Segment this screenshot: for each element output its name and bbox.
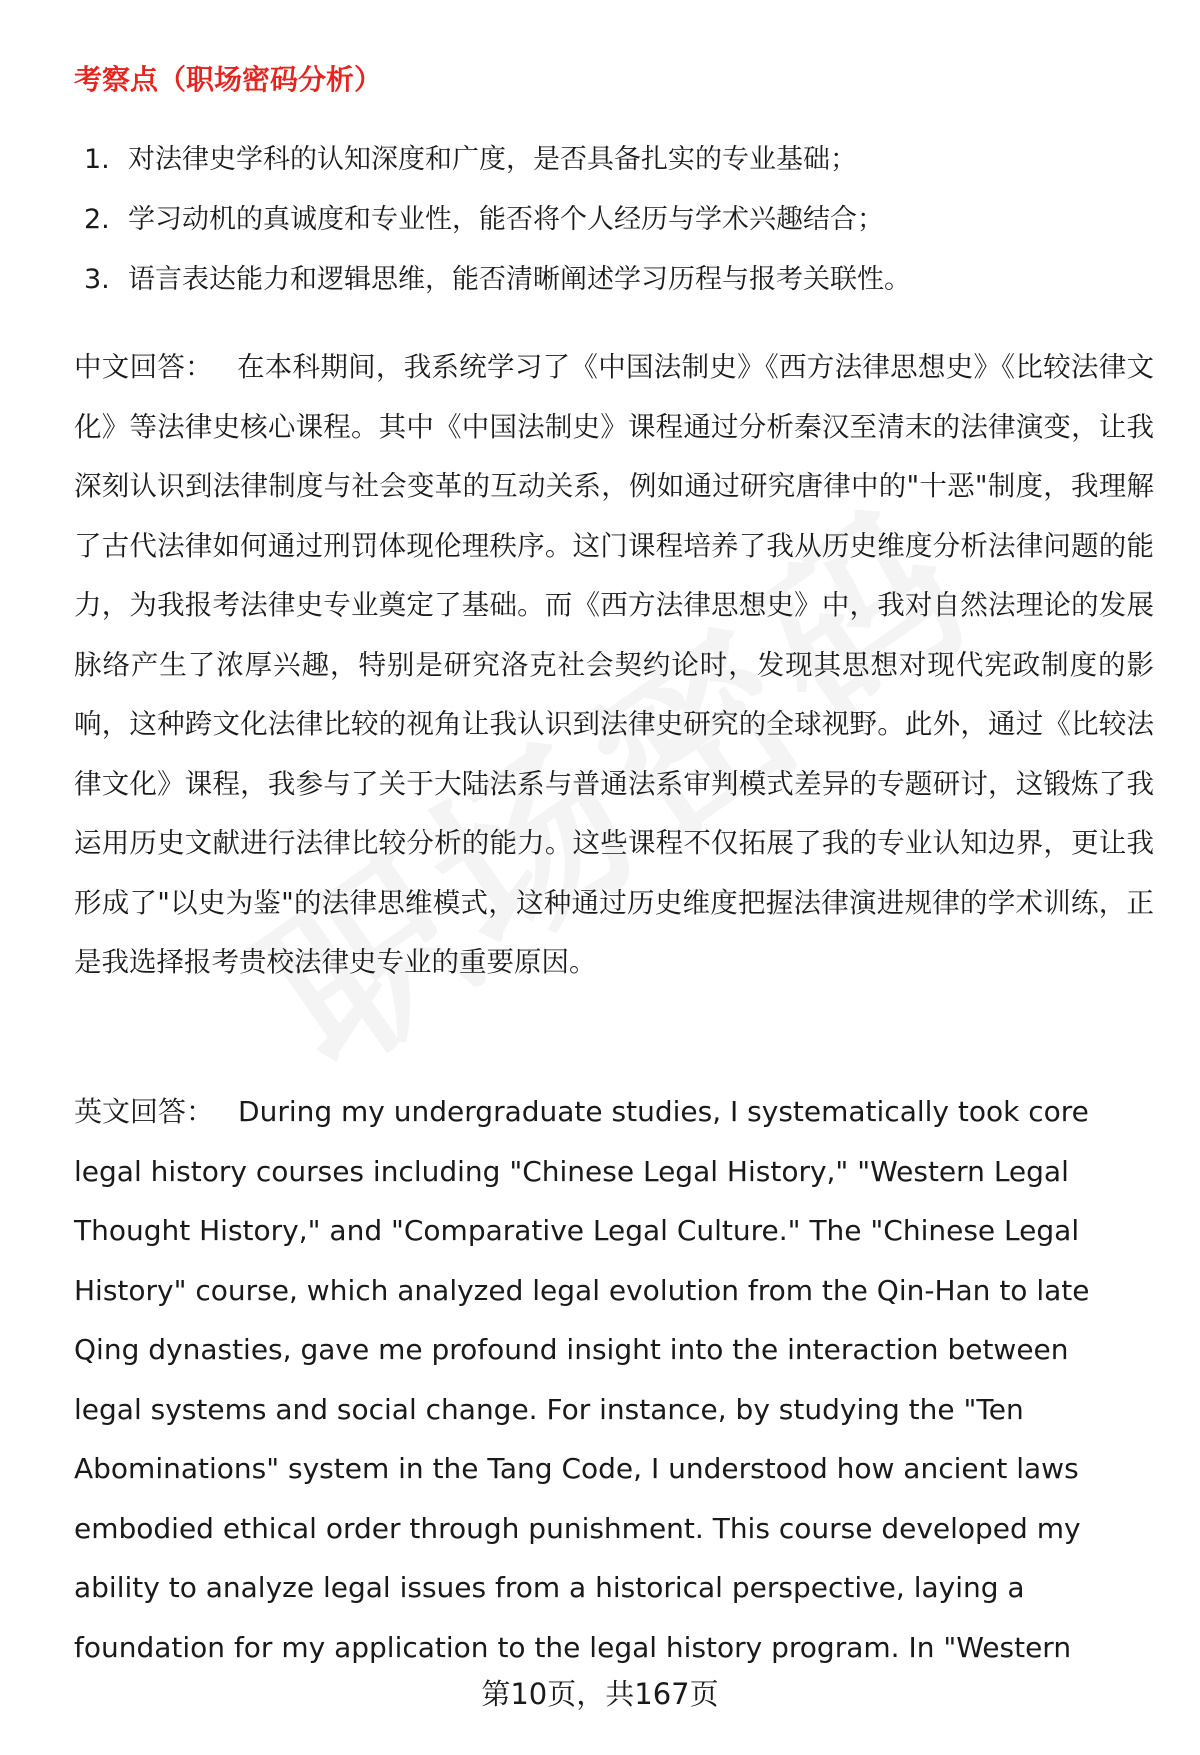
list-item xyxy=(84,130,1144,190)
chinese-answer-label: 中文回答： xyxy=(74,351,213,383)
evaluation-points-list xyxy=(84,130,1144,310)
list-item-number: 3. xyxy=(84,264,110,295)
list-item-text: 学习动机的真诚度和专业性，能否将个人经历与学术兴趣结合； xyxy=(128,204,884,235)
section-title: 考察点（职场密码分析） xyxy=(74,63,383,96)
english-answer-label: 英文回答： xyxy=(74,1095,215,1128)
chinese-answer-text: 在本科期间，我系统学习了《中国法制史》《西方法律思想史》《比较法律文化》等法律史核心课程。其中《中国法制史》课程通过分析秦汉至清末的法律演变，让我深刻认识到法律制度与社会变革的互动关系，例如通过研究唐律中的"十恶"制度，我理解了古代法律如何通过刑罚体现伦理秩序。这门课程培养了我从历史维度分析法律问题的能力，为我报考法律史专业奠定了基础。而《西方法律思想史》中，我对自然法理论的发展脉络产生了浓厚兴趣，特别是研究洛克社会契约论时，发现其思想对现代宪政制度的影响，这种跨文化法律比较的视角让我认识到法律史研究的全球视野。此外，通过《比较法律文化》课程，我参与了关于大陆法系与普通法系审判模式差异的专题研讨，这锻炼了我运用历史文献进行法律比较分析的能力。这些课程不仅拓展了我的专业认知边界，更让我形成了"以史为鉴"的法律思维模式，这种通过历史维度把握法律演进规律的学术训练，正是我选择报考贵校法律史专业的重要原因。 xyxy=(74,351,1155,978)
english-answer-paragraph xyxy=(74,1082,1134,1677)
list-item-text: 对法律史学科的认知深度和广度，是否具备扎实的专业基础； xyxy=(128,144,857,175)
list-item-number: 2. xyxy=(84,204,110,235)
english-answer-text: During my undergraduate studies, I systematically took core legal history courses including "Chinese Legal History," "Western Legal Thought History," and "Comparative Legal Culture." The "Chinese Legal History" course, which analyzed legal evolution from the Qin-Han to late Qing dynasties, gave me profound insight into the interaction between legal systems and social change. For instance, by studying the "Ten Abominations" system in the Tang Code, I understood how ancient laws embodied ethical order through punishment. This course developed my ability to analyze legal issues from a historical perspective, laying a foundation for my application to the legal history program. In "Western xyxy=(74,1095,1090,1664)
list-item-number: 1. xyxy=(84,144,110,175)
chinese-answer-paragraph xyxy=(74,338,1154,993)
list-item xyxy=(84,250,1144,310)
page-indicator: 第10页，共167页 xyxy=(481,1677,719,1711)
list-item-text: 语言表达能力和逻辑思维，能否清晰阐述学习历程与报考关联性。 xyxy=(128,264,911,295)
list-item xyxy=(84,190,1144,250)
